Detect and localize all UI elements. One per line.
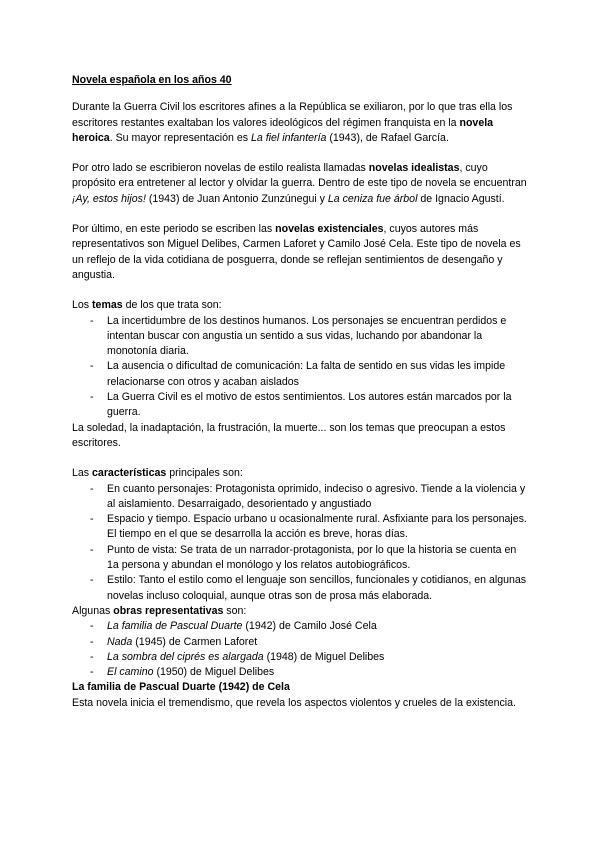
list-item: - La Guerra Civil es el motivo de estos sentimientos. Los autores están marcados por la guerra. [72, 390, 530, 421]
section-heading-pascual-duarte: La familia de Pascual Duarte (1942) de Cela [72, 681, 290, 694]
text-run: de los que trata son: [122, 299, 222, 312]
term-novela-heroica: novela heroica [72, 116, 494, 144]
term-obras-representativas: obras representativas [113, 604, 224, 617]
page-title: Novela española en los años 40 [72, 74, 232, 86]
work-title: ¡Ay, estos hijos! [72, 192, 146, 205]
work-title: La ceniza fue árbol [327, 192, 418, 205]
paragraph-novela-heroica [72, 100, 530, 146]
work-title: La sombra del ciprés es alargada [107, 650, 264, 663]
text-run: (1950) de Miguel Delibes [153, 666, 275, 679]
list-item [72, 650, 530, 665]
obras-list [72, 619, 530, 680]
text-run: son: [223, 604, 247, 617]
term-novelas-existenciales: novelas existenciales [275, 223, 384, 236]
work-title: Nada [107, 635, 133, 648]
text-run: Los [72, 299, 93, 312]
term-novelas-idealistas: novelas idealistas [368, 162, 460, 175]
list-item [72, 619, 530, 634]
term-temas: temas [92, 299, 123, 312]
list-item [72, 665, 530, 680]
work-title: La fiel infantería [251, 131, 327, 144]
list-item: - La incertidumbre de los destinos humanos. Los personajes se encuentran perdidos e intentan buscar con angustia un sentido a sus vidas, luchando por abandonar la monotonía diaria. [72, 314, 530, 360]
list-item: - En cuanto personajes: Protagonista oprimido, indeciso o agresivo. Tiende a la violencia y al aislamiento. Desarraigado, desorientado y angustiado [72, 482, 530, 513]
text-run: (1945) de Carmen Laforet [132, 635, 258, 648]
text-run: (1942) de Camilo José Cela [242, 620, 377, 633]
obras-intro [72, 604, 530, 619]
temas-intro [72, 298, 530, 313]
caracteristicas-intro [72, 466, 530, 481]
text-run: , cuyos autores más representativos son Miguel Delibes, Carmen Laforet y Camilo José Cela. Este tipo de novela es un reflejo de la vida cotidiana de posguerra, donde se reflejan sentimientos de desengaño y angustia. [72, 223, 521, 281]
list-item: - Punto de vista: Se trata de un narrador-protagonista, por lo que la historia se cuenta en 1a persona y abundan el monólogo y los relatos autobiográficos. [72, 543, 530, 574]
text-run: , cuyo propósito era entretener al lector y olvidar la guerra. Dentro de este tipo de novela se encuentran [72, 162, 527, 190]
text-run: (1943) de Juan Antonio Zunzúnegui y [145, 192, 328, 205]
text-run: (1943), de Rafael García. [326, 131, 449, 144]
temas-list [72, 314, 530, 421]
text-run: . Su mayor representación es [109, 131, 252, 144]
caracteristicas-list [72, 482, 530, 604]
list-item [72, 635, 530, 650]
text-run: (1948) de Miguel Delibes [263, 650, 385, 663]
list-item: - Estilo: Tanto el estilo como el lenguaje son sencillos, funcionales y cotidianos, en algunas novelas incluso coloquial, aunque otras son de prosa más elaborada. [72, 573, 530, 604]
text-run: Durante la Guerra Civil los escritores afines a la República se exiliaron, por lo que tras ella los escritores restantes exaltaban los valores ideológicos del régimen franquista en la [72, 101, 513, 129]
list-item: - Espacio y tiempo. Espacio urbano u ocasionalmente rural. Asfixiante para los personajes. El tiempo en el que se desarrolla la acción es breve, horas días. [72, 512, 530, 543]
paragraph-pascual-duarte: Esta novela inicia el tremendismo, que revela los aspectos violentos y crueles de la existencia. [72, 696, 516, 709]
paragraph-novelas-existenciales [72, 222, 530, 283]
text-run: principales son: [166, 467, 243, 480]
text-run: Por otro lado se escribieron novelas de estilo realista llamadas [72, 162, 369, 175]
text-run: Algunas [72, 604, 114, 617]
document-page [72, 73, 530, 711]
text-run: Las [72, 467, 93, 480]
text-run: Por último, en este periodo se escriben las [72, 223, 276, 236]
paragraph-novelas-idealistas [72, 161, 530, 207]
work-title: El camino [107, 666, 154, 679]
term-caracteristicas: características [92, 467, 167, 480]
list-item: - La ausencia o dificultad de comunicación: La falta de sentido en sus vidas les impide relacionarse con otros y acaban aislados [72, 359, 530, 390]
text-run: de Ignacio Agustí. [417, 192, 505, 205]
temas-closing: La soledad, la inadaptación, la frustración, la muerte... son los temas que preocupan a estos escritores. [72, 421, 506, 449]
work-title: La familia de Pascual Duarte [107, 620, 243, 633]
